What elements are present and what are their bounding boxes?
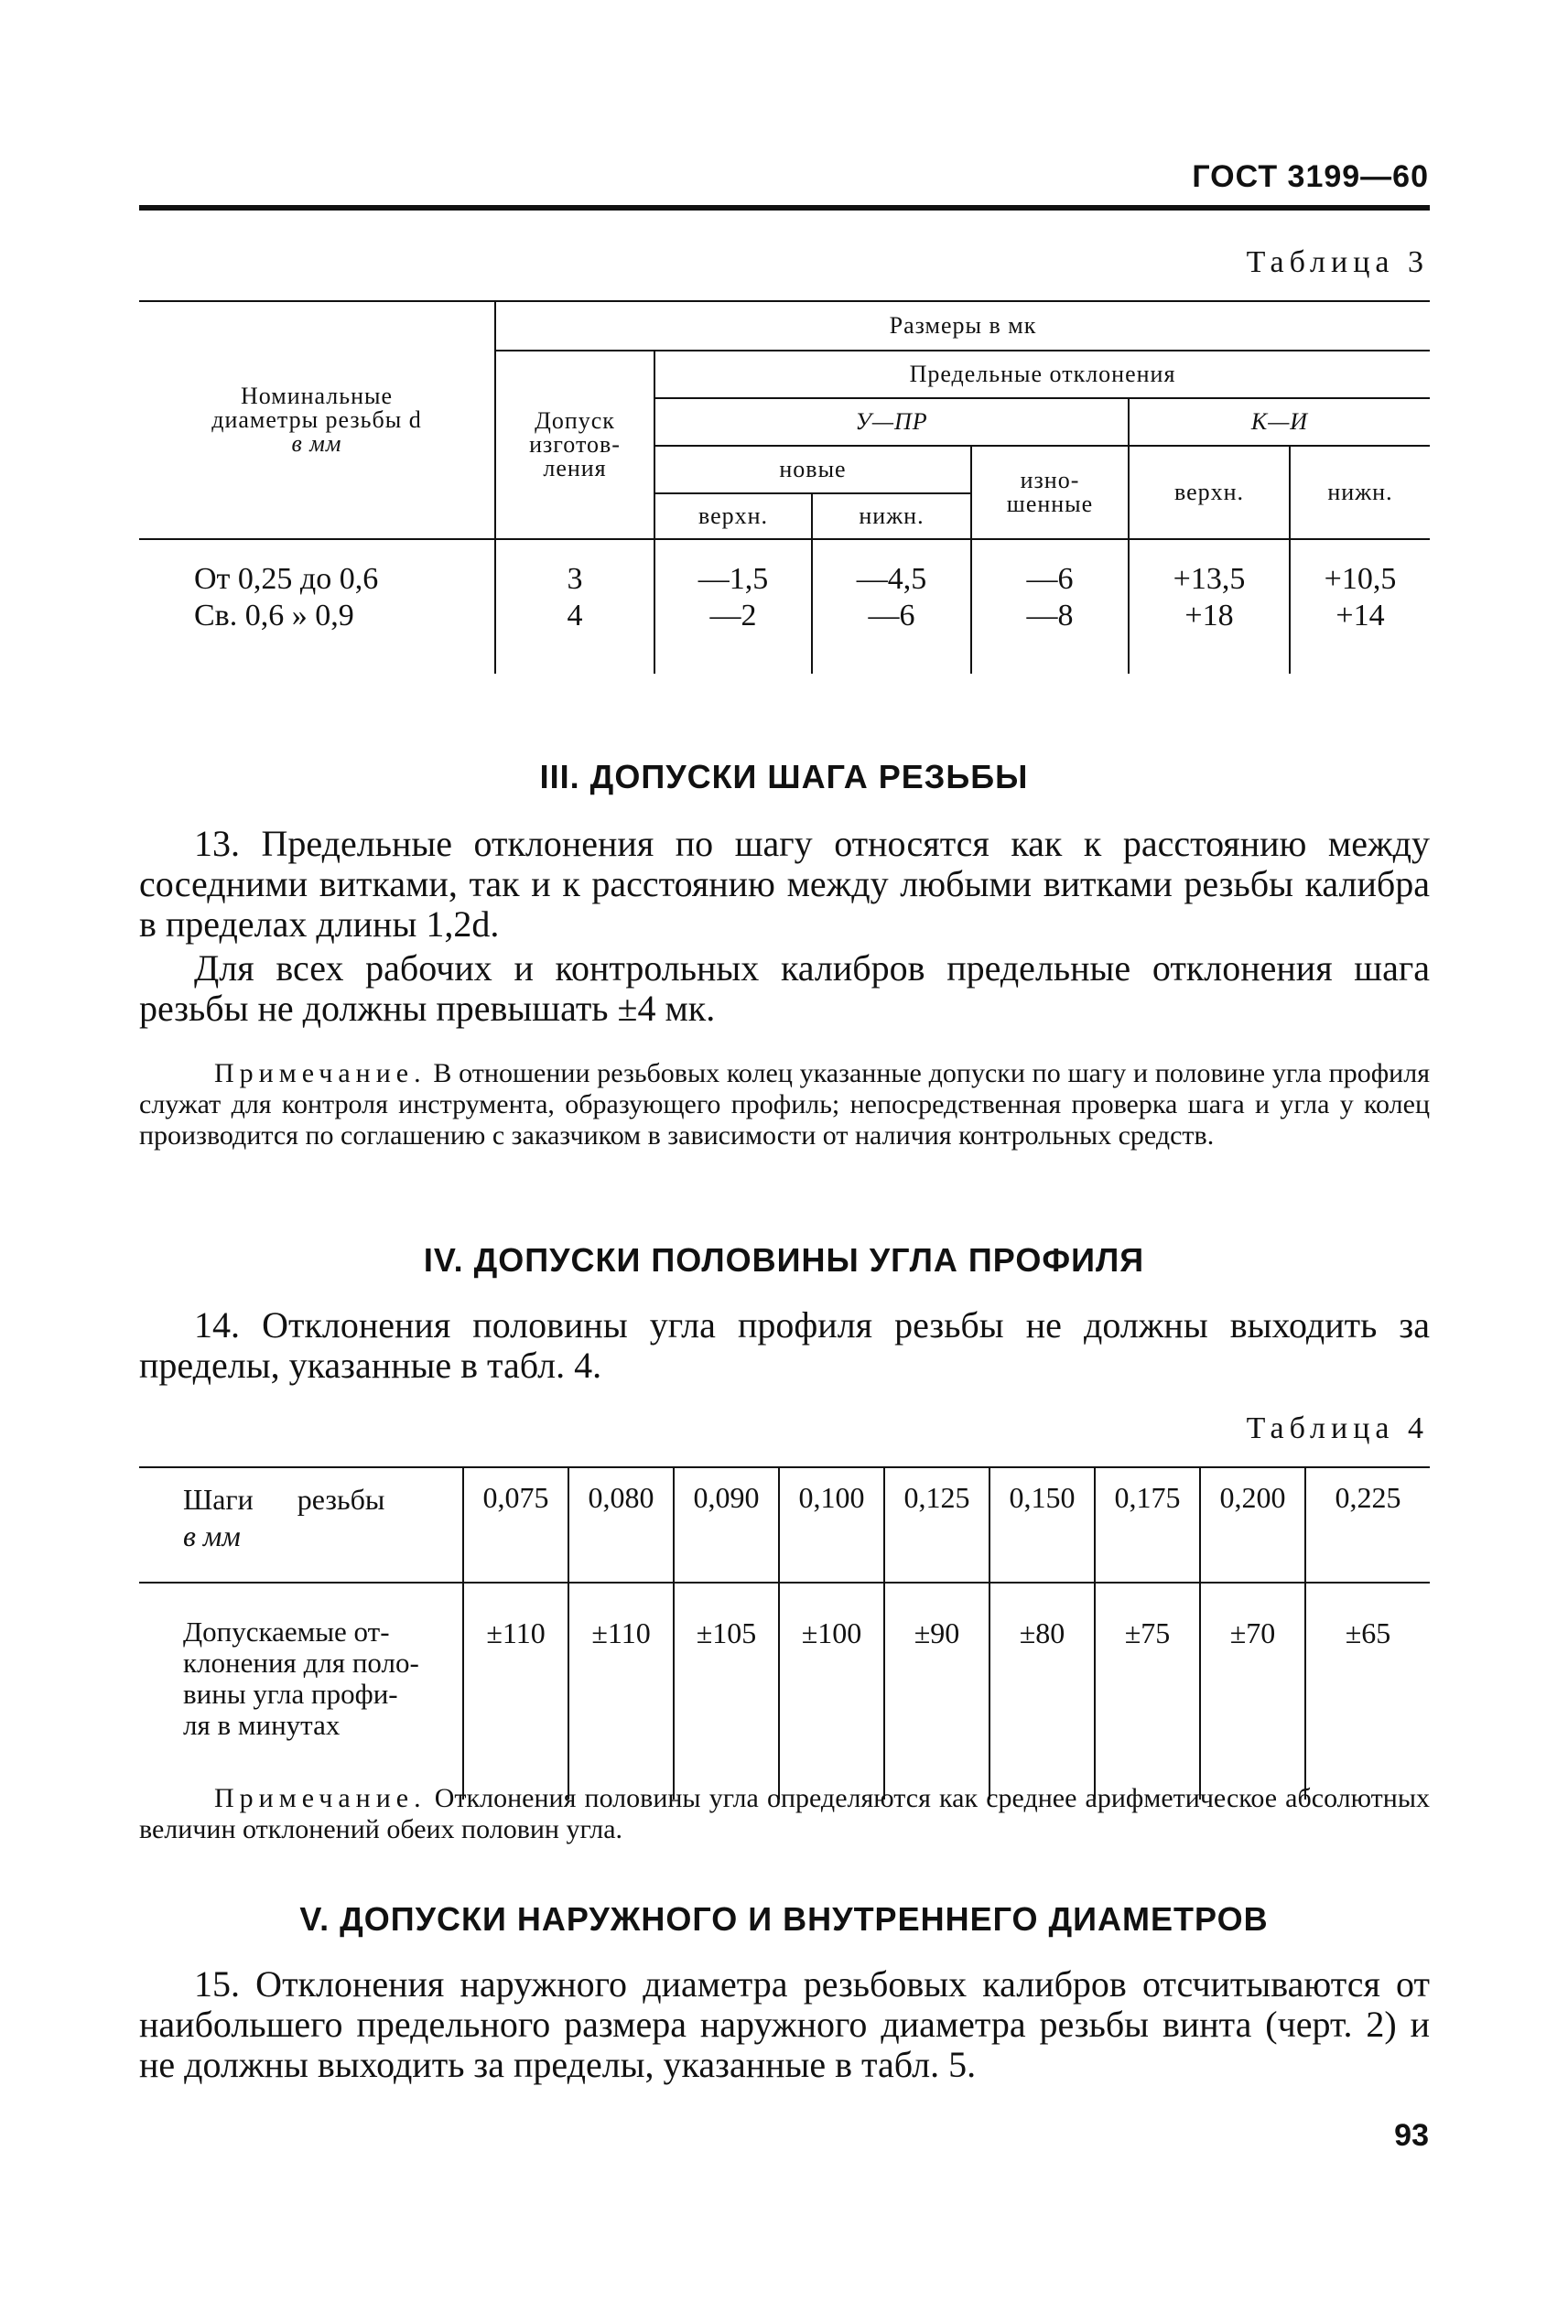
new-lower-header: нижн. [812,493,971,539]
page-number: 93 [1394,2118,1429,2153]
section3-note [139,1058,1430,1151]
sub-new-header: новые [654,446,971,493]
group-sizes-header: Размеры в мк [495,301,1430,351]
group-ki-header: К—И [1129,398,1430,446]
section4-note [139,1783,1430,1845]
table-row [139,1583,1430,1800]
step-cell: 0,200 [1200,1467,1305,1583]
table3 [139,300,1430,674]
paragraph-13b: Для всех рабочих и контрольных калибров предельные отклонения шага резьбы не должны превышать ±4 мк. [139,947,1430,1029]
table3-caption: Таблица 3 [1246,245,1429,279]
deviation-cell: ±70 [1200,1583,1305,1800]
cell-new-upper: —2 [654,604,812,674]
row-label: От 0,25 до 0,6 [194,562,379,596]
note-text: Отклонения половины угла определяются как среднее арифметическое абсолютных величин отклонений обеих половин угла. [139,1783,1430,1844]
col-tolerance-header: Допуск изготов- ления [495,351,654,539]
step-cell: 0,125 [884,1467,989,1583]
cell-ki-lower: +14 [1290,604,1430,674]
section3-title: III. ДОПУСКИ ШАГА РЕЗЬБЫ [539,758,1029,795]
deviation-cell: ±75 [1095,1583,1200,1800]
section4-title: IV. ДОПУСКИ ПОЛОВИНЫ УГЛА ПРОФИЛЯ [423,1241,1145,1279]
deviation-cell: ±80 [989,1583,1095,1800]
step-cell: 0,225 [1305,1467,1430,1583]
cell-ki-lower: +10,5 [1290,539,1430,604]
note-label: Примечание. [214,1783,427,1813]
document-code: ГОСТ 3199—60 [1192,159,1429,194]
table4 [139,1466,1430,1800]
step-cell: 0,080 [568,1467,674,1583]
deviation-cell: ±65 [1305,1583,1430,1800]
step-cell: 0,175 [1095,1467,1200,1583]
ki-lower-header: нижн. [1290,446,1430,539]
paragraph-14: 14. Отклонения половины угла профиля резьбы не должны выходить за пределы, указанные в табл. 4. [139,1304,1430,1386]
header-rule [139,205,1430,211]
note-label: Примечание. [214,1058,427,1088]
step-cell: 0,100 [779,1467,884,1583]
group-limits-header: Предельные отклонения [654,351,1430,398]
cell-worn: —6 [971,539,1129,604]
note-text: В отношении резьбовых колец указанные допуски по шагу и половине угла профиля служат для контроля инструмента, образующего профиль; непосредственная проверка шага и угла у колец производится по соглашению с заказчиком в зависимости от наличия контрольных средств. [139,1058,1430,1151]
deviations-label: Допускаемые от- клонения для поло- вины угла профи- ля в минутах [183,1616,419,1741]
table-row [139,539,1430,604]
table-row [139,604,1430,674]
cell-ki-upper: +13,5 [1129,539,1290,604]
cell-worn: —8 [971,604,1129,674]
table4-caption: Таблица 4 [1246,1411,1429,1445]
steps-label: Шаги резьбы в мм [139,1467,463,1583]
step-cell: 0,090 [674,1467,779,1583]
cell-tolerance: 3 [495,539,654,604]
deviation-cell: ±100 [779,1583,884,1800]
deviation-cell: ±110 [568,1583,674,1800]
deviation-cell: ±90 [884,1583,989,1800]
paragraph-13: 13. Предельные отклонения по шагу относятся как к расстоянию между соседними витками, так и к расстоянию между любыми витками резьбы калибра в пределах длины 1,2d. [139,823,1430,945]
paragraph-15: 15. Отклонения наружного диаметра резьбовых калибров отсчитываются от наибольшего предельного размера наружного диаметра резьбы винта (черт. 2) и не должны выходить за пределы, указанные в табл. 5. [139,1963,1430,2085]
col-nominal-header: Номинальные диаметры резьбы d в мм [139,301,495,539]
cell-new-lower: —6 [812,604,971,674]
cell-new-lower: —4,5 [812,539,971,604]
cell-ki-upper: +18 [1129,604,1290,674]
step-cell: 0,075 [463,1467,568,1583]
group-upr-header: У—ПР [654,398,1129,446]
step-cell: 0,150 [989,1467,1095,1583]
cell-new-upper: —1,5 [654,539,812,604]
ki-upper-header: верхн. [1129,446,1290,539]
table-row [139,1467,1430,1583]
cell-tolerance: 4 [495,604,654,674]
row-label: Св. 0,6 » 0,9 [194,599,354,632]
deviation-cell: ±110 [463,1583,568,1800]
sub-worn-header: изно- шенные [971,446,1129,539]
deviation-cell: ±105 [674,1583,779,1800]
section5-title: V. ДОПУСКИ НАРУЖНОГО И ВНУТРЕННЕГО ДИАМЕТРОВ [299,1900,1269,1938]
new-upper-header: верхн. [654,493,812,539]
